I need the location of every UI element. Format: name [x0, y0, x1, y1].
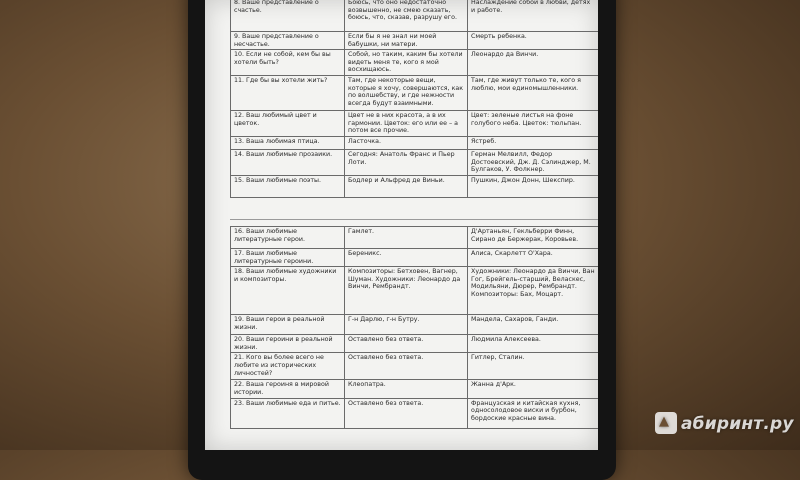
- question-cell: 8. Ваше представление о счастье.: [231, 0, 345, 32]
- table-row: [231, 111, 599, 137]
- respondent-answer-cell: Французская и китайская кухня, односолодовое виски и бурбон, бордоские красные вина.: [468, 398, 599, 428]
- respondent-answer-cell: Леонардо да Винчи.: [468, 50, 599, 76]
- table-row: [231, 150, 599, 176]
- questionnaire-table-bottom: [230, 226, 598, 429]
- table-row: [231, 249, 599, 267]
- table-row: [231, 50, 599, 76]
- proust-answer-cell: Оставлено без ответа.: [345, 353, 468, 380]
- proust-answer-cell: Бодлер и Альфред де Виньи.: [345, 176, 468, 198]
- question-cell: 18. Ваши любимые художники и композиторы.: [231, 267, 345, 315]
- proust-answer-cell: Собой, но таким, каким бы хотели видеть меня те, кого я мой восхищаюсь.: [345, 50, 468, 76]
- proust-answer-cell: Цвет не в них красота, а в их гармонии. Цветок: его или ее – а потом все прочие.: [345, 111, 468, 137]
- proust-answer-cell: Гамлет.: [345, 227, 468, 249]
- table-row: [231, 0, 599, 32]
- table-row: [231, 335, 599, 353]
- question-cell: 23. Ваши любимые еда и питье.: [231, 398, 345, 428]
- watermark-text: абиринт.ру: [681, 414, 794, 434]
- question-cell: 15. Ваши любимые поэты.: [231, 176, 345, 198]
- question-cell: 10. Если не собой, кем бы вы хотели быть?: [231, 50, 345, 76]
- question-cell: 17. Ваши любимые литературные героини.: [231, 249, 345, 267]
- question-cell: 11. Где бы вы хотели жить?: [231, 76, 345, 111]
- table-row: [231, 32, 599, 50]
- page-divider: [230, 219, 598, 220]
- respondent-answer-cell: Д'Артаньян, Гекльберри Финн, Сирано де Бержерак, Коровьев.: [468, 227, 599, 249]
- respondent-answer-cell: Жанна д'Арк.: [468, 380, 599, 398]
- e-reader-screen: [205, 0, 598, 450]
- table-row: [231, 353, 599, 380]
- respondent-answer-cell: Герман Мелвилл, Федор Достоевский, Дж. Д. Сэлинджер, М. Булгаков, У. Фолкнер.: [468, 150, 599, 176]
- table-row: [231, 380, 599, 398]
- respondent-answer-cell: Ястреб.: [468, 137, 599, 150]
- question-cell: 19. Ваши герои в реальной жизни.: [231, 315, 345, 335]
- proust-answer-cell: Ласточка.: [345, 137, 468, 150]
- question-cell: 9. Ваше представление о несчастье.: [231, 32, 345, 50]
- question-cell: 22. Ваша героиня в мировой истории.: [231, 380, 345, 398]
- respondent-answer-cell: Гитлер, Сталин.: [468, 353, 599, 380]
- question-cell: 21. Кого вы более всего не любите из исторических личностей?: [231, 353, 345, 380]
- respondent-answer-cell: Мандела, Сахаров, Ганди.: [468, 315, 599, 335]
- proust-answer-cell: Клеопатра.: [345, 380, 468, 398]
- respondent-answer-cell: Людмила Алексеева.: [468, 335, 599, 353]
- question-cell: 20. Ваши героини в реальной жизни.: [231, 335, 345, 353]
- respondent-answer-cell: Там, где живут только те, кого я люблю, мои единомышленники.: [468, 76, 599, 111]
- respondent-answer-cell: Цвет: зеленые листья на фоне голубого неба. Цветок: тюльпан.: [468, 111, 599, 137]
- proust-answer-cell: Оставлено без ответа.: [345, 398, 468, 428]
- table-row: [231, 176, 599, 198]
- table-row: [231, 137, 599, 150]
- table-row: [231, 76, 599, 111]
- watermark: [655, 412, 794, 434]
- table-row: [231, 315, 599, 335]
- question-cell: 16. Ваши любимые литературные герои.: [231, 227, 345, 249]
- proust-answer-cell: Береникс.: [345, 249, 468, 267]
- respondent-answer-cell: Наслаждение собой в любви, детях и работе.: [468, 0, 599, 32]
- respondent-answer-cell: Пушкин, Джон Донн, Шекспир.: [468, 176, 599, 198]
- table-row: [231, 227, 599, 249]
- questionnaire-table-top: [230, 0, 598, 198]
- question-cell: 14. Ваши любимые прозаики.: [231, 150, 345, 176]
- question-cell: 12. Ваш любимый цвет и цветок.: [231, 111, 345, 137]
- respondent-answer-cell: Художники: Леонардо да Винчи, Ван Гог, Брейгель-старший, Веласкес, Модильяни, Дюрер, Рембрандт. Композиторы: Бах, Моцарт.: [468, 267, 599, 315]
- proust-answer-cell: Композиторы: Бетховен, Вагнер, Шуман. Художники: Леонардо да Винчи, Рембрандт.: [345, 267, 468, 315]
- proust-answer-cell: Сегодня: Анатоль Франс и Пьер Лоти.: [345, 150, 468, 176]
- proust-answer-cell: Там, где некоторые вещи, которые я хочу, совершаются, как по волшебству, и где нежности всегда будут взаимными.: [345, 76, 468, 111]
- proust-answer-cell: Боюсь, что оно недостаточно возвышенно, не смею сказать, боюсь, что, сказав, разрушу его.: [345, 0, 468, 32]
- question-cell: 13. Ваша любимая птица.: [231, 137, 345, 150]
- respondent-answer-cell: Алиса, Скарлетт О'Хара.: [468, 249, 599, 267]
- labirint-logo-icon: [655, 412, 677, 434]
- table-row: [231, 267, 599, 315]
- proust-answer-cell: Г-н Дарлю, г-н Бутру.: [345, 315, 468, 335]
- table-row: [231, 398, 599, 428]
- respondent-answer-cell: Смерть ребенка.: [468, 32, 599, 50]
- proust-answer-cell: Если бы я не знал ни моей бабушки, ни матери.: [345, 32, 468, 50]
- proust-answer-cell: Оставлено без ответа.: [345, 335, 468, 353]
